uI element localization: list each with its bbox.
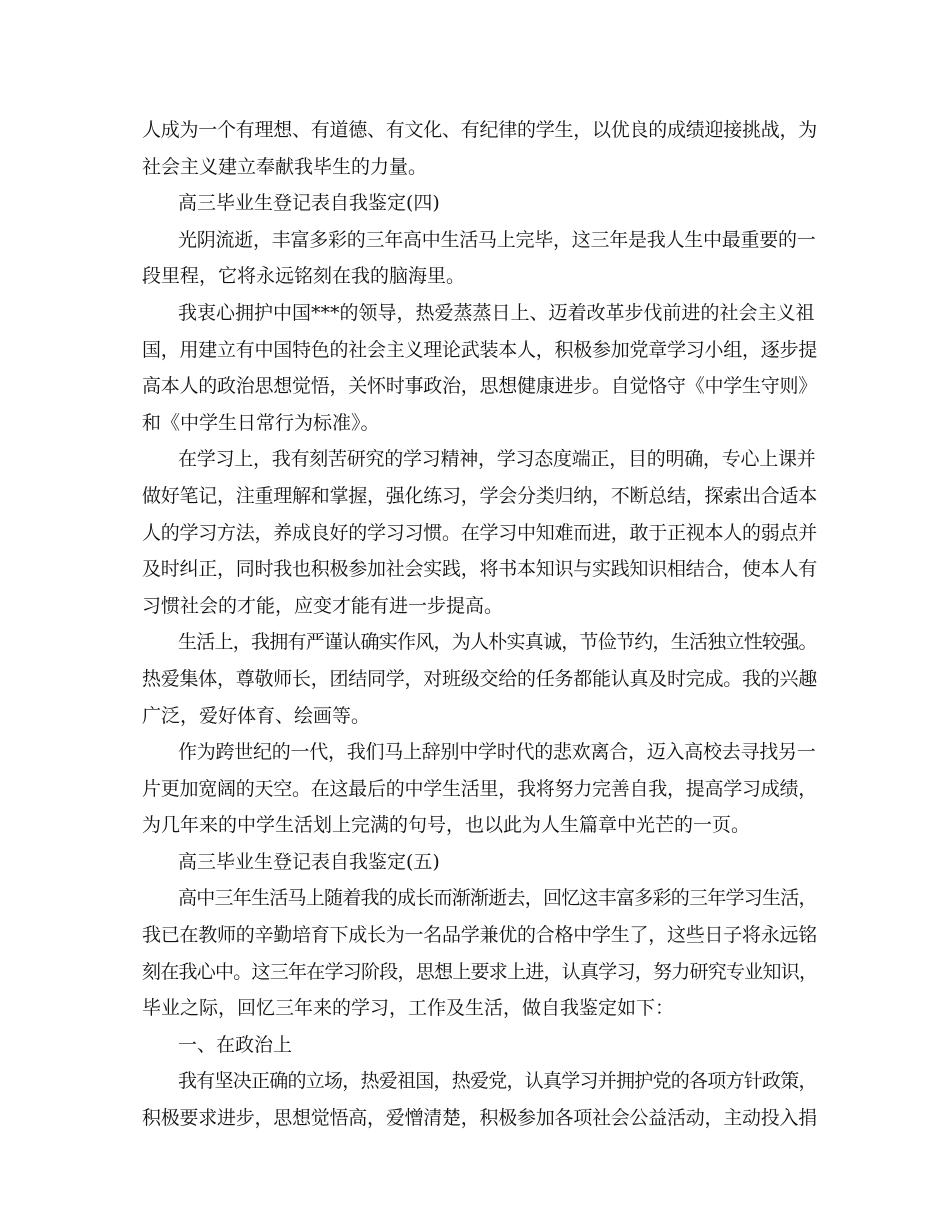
text-line: 高三毕业生登记表自我鉴定(五) — [178, 850, 440, 873]
text-line: 作为跨世纪的一代，我们马上辞别中学时代的悲欢离合，迈入高校去寻找另一 — [178, 741, 816, 764]
text-line: 刻在我心中。这三年在学习阶段，思想上要求上进，认真学习，努力研究专业知识， — [142, 960, 818, 983]
text-line: 在学习上，我有刻苦研究的学习精神，学习态度端正，目的明确，专心上课并 — [178, 448, 816, 471]
text-line: 我有坚决正确的立场，热爱祖国，热爱党，认真学习并拥护党的各项方针政策， — [178, 1070, 817, 1093]
text-line: 做好笔记，注重理解和掌握，强化练习，学会分类归纳，不断总结，探索出合适本 — [142, 484, 818, 507]
text-line: 片更加宽阔的天空。在这最后的中学生活里，我将努力完善自我，提高学习成绩， — [142, 777, 818, 800]
text-line: 社会主义建立奉献我毕生的力量。 — [142, 155, 428, 178]
text-line: 为几年来的中学生活划上完满的句号，也以此为人生篇章中光芒的一页。 — [142, 814, 751, 837]
text-line: 段里程，它将永远铭刻在我的脑海里。 — [142, 265, 466, 288]
text-line: 我已在教师的辛勤培育下成长为一名品学兼优的合格中学生了，这些日子将永远铭 — [142, 924, 818, 947]
document-body — [142, 112, 822, 1137]
text-line: 及时纠正，同时我也积极参加社会实践，将书本知识与实践知识相结合，使本人有 — [142, 558, 818, 581]
text-line: 我衷心拥护中国***的领导，热爱蒸蒸日上、迈着改革步伐前进的社会主义祖 — [178, 301, 815, 324]
text-line: 高三毕业生登记表自我鉴定(四) — [178, 192, 440, 215]
text-line: 一、在政治上 — [178, 1033, 293, 1056]
text-line: 和《中学生日常行为标准》。 — [142, 411, 380, 434]
text-line: 人的学习方法，养成良好的学习习惯。在学习中知难而进，敢于正视本人的弱点并 — [142, 521, 818, 544]
text-line: 高中三年生活马上随着我的成长而渐渐逝去，回忆这丰富多彩的三年学习生活， — [178, 887, 817, 910]
text-line: 人成为一个有理想、有道德、有文化、有纪律的学生，以优良的成绩迎接挑战，为 — [142, 119, 818, 141]
text-line: 高本人的政治思想觉悟，关怀时事政治，思想健康进步。自觉恪守《中学生守则》 — [142, 375, 818, 398]
text-line: 积极要求进步，思想觉悟高，爱憎清楚，积极参加各项社会公益活动，主动投入捐 — [142, 1107, 818, 1130]
text-line: 国，用建立有中国特色的社会主义理论武装本人，积极参加党章学习小组，逐步提 — [142, 338, 818, 361]
text-line: 广泛，爱好体育、绘画等。 — [142, 704, 371, 727]
text-line: 毕业之际，回忆三年来的学习，工作及生活，做自我鉴定如下： — [142, 997, 675, 1020]
text-line: 光阴流逝，丰富多彩的三年高中生活马上完毕，这三年是我人生中最重要的一 — [178, 228, 816, 251]
text-line: 生活上，我拥有严谨认确实作风，为人朴实真诚，节俭节约，生活独立性较强。 — [178, 631, 817, 654]
text-line: 热爱集体，尊敬师长，团结同学，对班级交给的任务都能认真及时完成。我的兴趣 — [142, 667, 818, 690]
text-line: 习惯社会的才能，应变才能有进一步提高。 — [142, 594, 504, 617]
